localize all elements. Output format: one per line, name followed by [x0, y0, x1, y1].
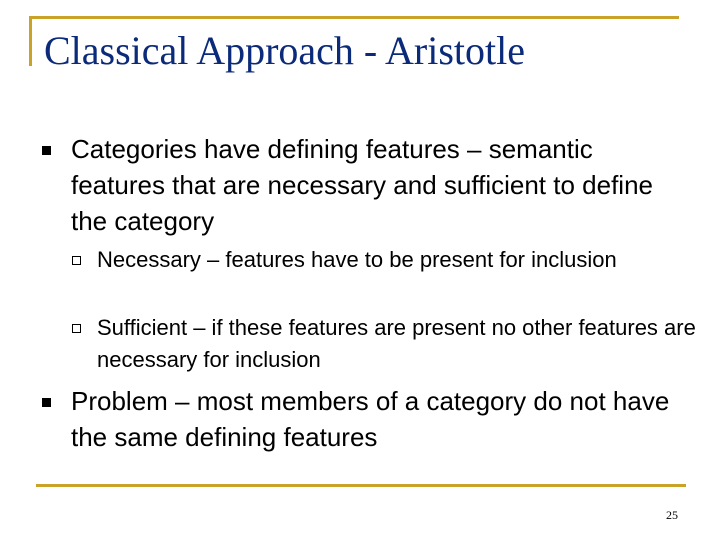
slide-title: Classical Approach - Aristotle	[44, 28, 526, 73]
bottom-rule	[36, 484, 686, 487]
sub-bullet-text: Sufficient – if these features are present no other features are necessary for inclusion	[97, 315, 696, 372]
bullet-text: Problem – most members of a category do not have the same defining features	[71, 386, 670, 452]
square-bullet-icon	[42, 146, 51, 155]
hollow-square-bullet-icon	[72, 324, 81, 333]
sub-bullet-text: Necessary – features have to be present for inclusion	[97, 247, 617, 272]
bullet-text: Categories have defining features – semantic features that are necessary and sufficient to define the category	[71, 134, 653, 236]
top-rule	[29, 16, 679, 19]
hollow-square-bullet-icon	[72, 256, 81, 265]
left-rule	[29, 16, 32, 66]
square-bullet-icon	[42, 398, 51, 407]
page-number: 25	[666, 508, 678, 522]
